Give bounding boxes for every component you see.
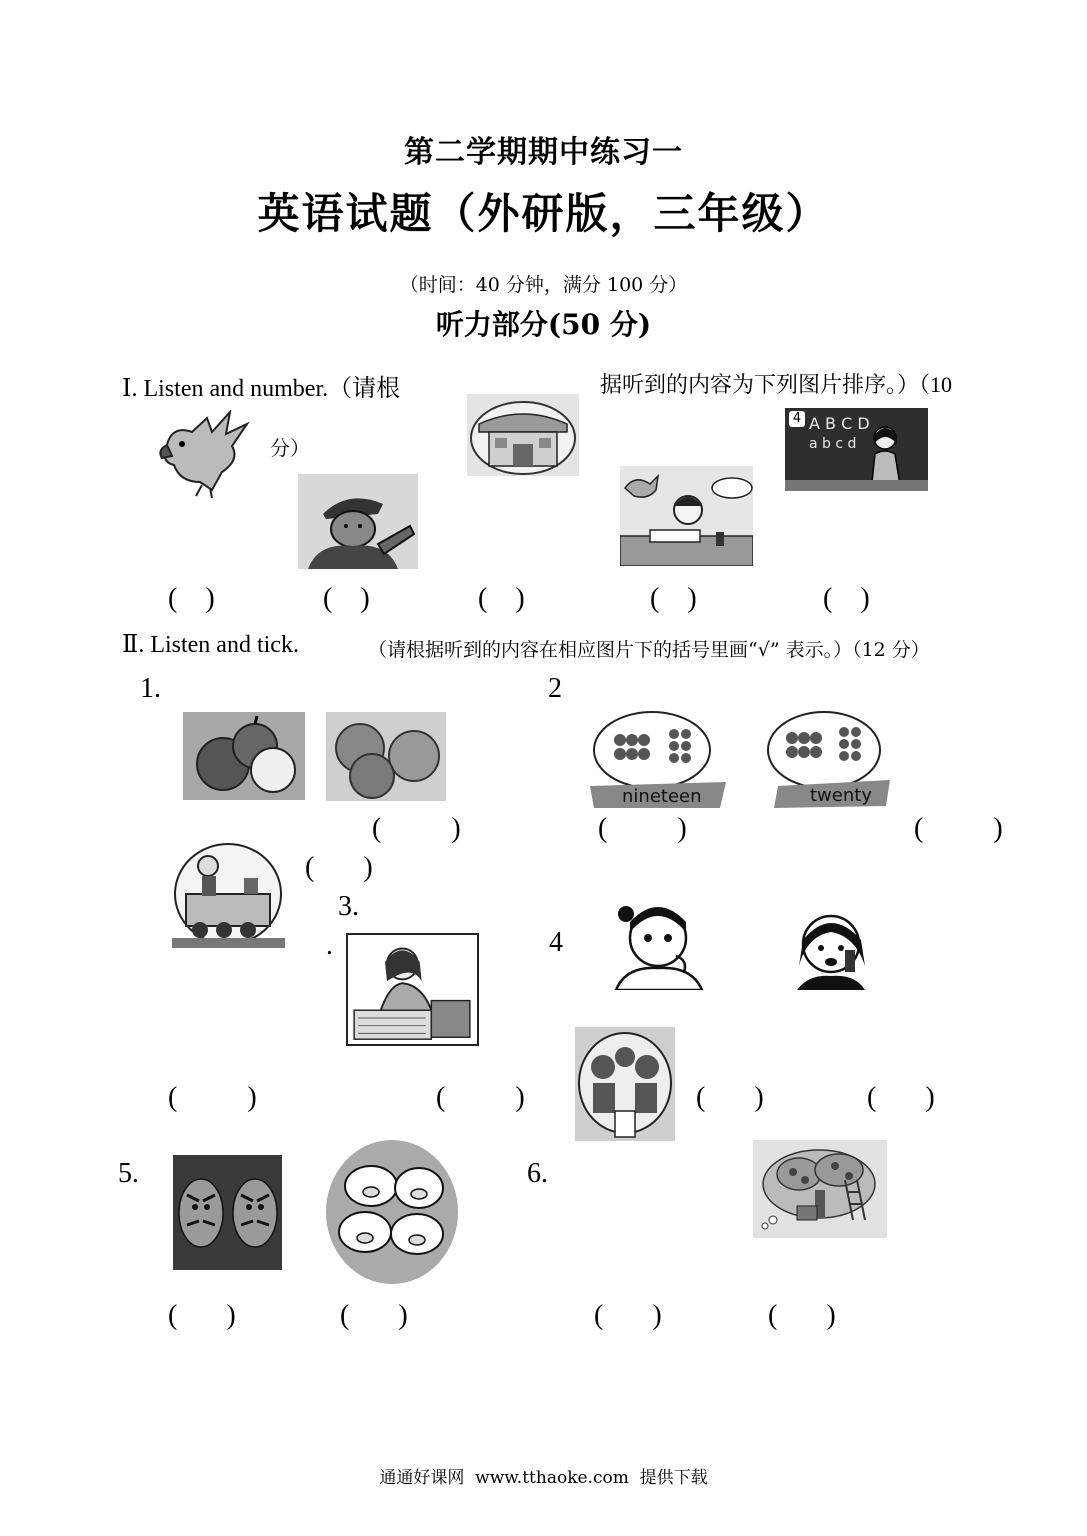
item2-blank[interactable]: ( ) [914,813,1003,844]
item1-blank[interactable]: ( ) [372,813,461,844]
teacher-blackboard-image [785,408,928,491]
section2-instruction: （请根据听到的内容在相应图片下的括号里画“√” 表示。）（12 分） [368,639,930,661]
section1-blank[interactable]: ( ) [323,583,370,614]
item5-blank[interactable]: ( ) [168,1300,236,1331]
girl-homework-image [620,466,753,566]
item6-blank[interactable]: ( ) [594,1300,662,1331]
item3-number: 3. [338,891,359,922]
item6-blank[interactable]: ( ) [768,1300,836,1331]
school-building-image [467,394,579,476]
listening-part-title: 听力部分(50 分) [435,308,652,341]
girl-desk-image [346,933,479,1046]
pigs-image [325,1138,460,1286]
item3-blank[interactable]: ( ) [436,1082,525,1113]
item6-number: 6. [527,1158,548,1189]
item3-blank[interactable]: ( ) [168,1082,257,1113]
item4-blank[interactable]: ( ) [696,1082,764,1113]
section2-heading: Ⅱ. Listen and tick. [122,632,299,658]
nineteen-apples-image [590,710,726,808]
item2-number: 2 [548,673,562,704]
section1-blank[interactable]: ( ) [650,583,697,614]
parrot-image [152,410,252,498]
item5-blank[interactable]: ( ) [340,1300,408,1331]
twenty-label: twenty [810,785,872,806]
item2-blank[interactable]: ( ) [598,813,687,844]
apple-tree-image [753,1140,887,1238]
item4-blank[interactable]: ( ) [867,1082,935,1113]
footer-download-note: 通通好课网 www.tthaoke.com 提供下载 [379,1468,708,1488]
item1-number: 1. [140,673,161,704]
section1-blank[interactable]: ( ) [168,583,215,614]
girl-thinking-image [606,898,718,990]
section1-blank[interactable]: ( ) [823,583,870,614]
exam-series-title: 第二学期期中练习一 [404,135,683,170]
blackboard-badge: 4 [789,411,805,427]
girl-phone-image [785,906,875,990]
apples-image [183,712,305,800]
item5-number: 5. [118,1158,139,1189]
exam-time-info: （时间：40 分钟，满分 100 分） [399,274,688,296]
policeman-image [298,474,418,569]
exam-title: 英语试题（外研版，三年级） [257,189,830,238]
tigers-image [173,1155,282,1270]
item3-extra-mark: . [326,930,333,961]
section1-heading-points: 分） [270,438,310,460]
blackboard-lowercase: a b c d [809,436,857,452]
item4-number: 4 [549,927,563,958]
section1-blank[interactable]: ( ) [478,583,525,614]
item3-blank[interactable]: ( ) [305,852,373,883]
blackboard-uppercase: A B C D [809,414,870,433]
oranges-image [326,712,446,801]
boy-train-image [172,838,285,948]
zoo-animals-image [575,1027,675,1141]
section1-heading-start: Ⅰ. Listen and number.（请根 [122,376,401,402]
twenty-apples-image [764,710,890,808]
nineteen-label: nineteen [622,786,702,807]
section1-heading-end: 据听到的内容为下列图片排序。）（10 [600,372,953,397]
